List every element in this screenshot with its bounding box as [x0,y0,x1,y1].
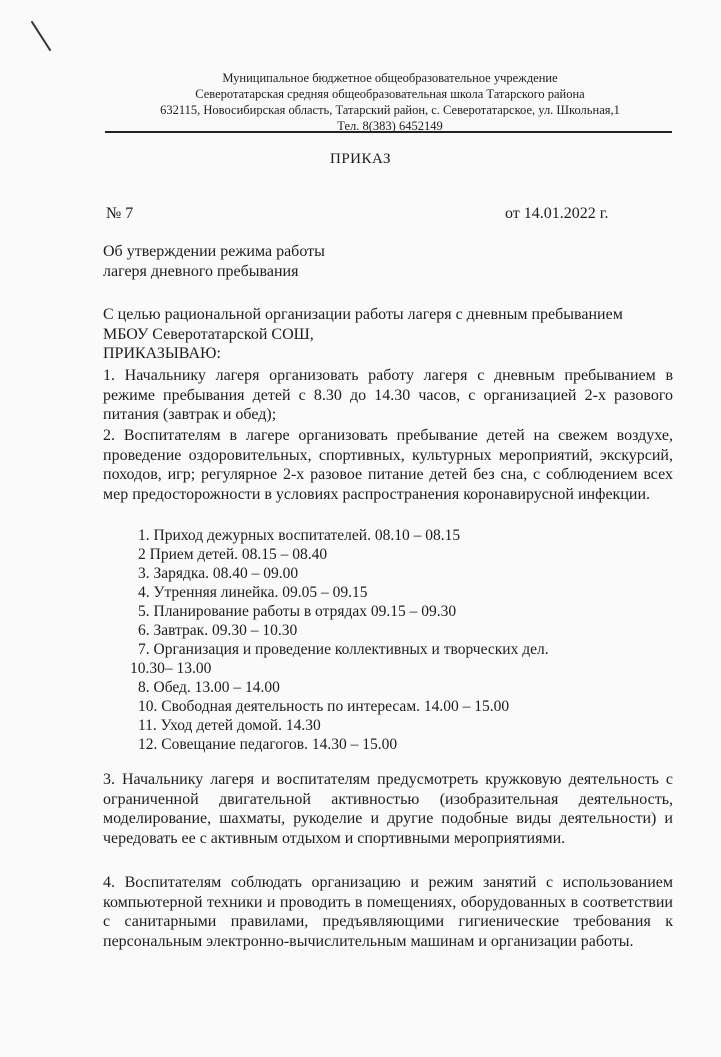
intro [103,305,673,364]
subject-line: Об утверждении режима работы [103,243,325,260]
paragraph-4: 4. Воспитателям соблюдать организацию и режим занятий с использованием компьютерной техники и проводить в помещениях, оборудованных в соответствии с санитарными правилами, предъявляющими гигиенические требования к персональным электронно-вычислительным машинам и организации работы. [103,874,673,950]
schedule-item: 8. Обед. 13.00 – 14.00 [138,679,280,696]
intro-line: С целью рациональной организации работы лагеря с дневным пребыванием [103,306,623,323]
org-phone: Тел. 8(383) 6452149 [337,119,443,133]
org-address: 632115, Новосибирская область, Татарский район, с. Северотатарское, ул. Школьная,1 [160,103,620,117]
schedule-item: 3. Зарядка. 08.40 – 09.00 [138,565,299,582]
intro-line: МБОУ Северотатарской СОШ, [103,325,314,343]
subject-line: лагеря дневного пребывания [103,263,299,280]
order-date: от 14.01.2022 г. [505,205,609,222]
schedule-item: 2 Прием детей. 08.15 – 08.40 [138,546,328,563]
daily-schedule [130,526,678,754]
schedule-item: 1. Приход дежурных воспитателей. 08.10 – 08.15 [138,527,461,544]
paragraph-1: 1. Начальнику лагеря организовать работу лагеря с дневным пребыванием в режиме пребывания детей с 8.30 до 14.30 часов, с организацией 2-х разового питания (завтрак и обед); [103,367,673,424]
org-name: Муниципальное бюджетное общеобразовательное учреждение [222,71,558,85]
header-divider [105,131,672,133]
schedule-item: 11. Уход детей домой. 14.30 [138,717,321,734]
schedule-item: 12. Совещание педагогов. 14.30 – 15.00 [138,736,398,753]
intro-line: ПРИКАЗЫВАЮ: [103,345,221,363]
paragraph-3: 3. Начальнику лагеря и воспитателям предусмотреть кружковую деятельность с ограниченной двигательной активностью (изобразительная деятельность, моделирование, шахматы, рукоделие и другие подобные виды деятельности) и чередовать ее с активным отдыхом и спортивными мероприятиями. [103,771,673,847]
paragraph-2: 2. Воспитателям в лагере организовать пребывание детей на свежем воздухе, проведение оздоровительных, спортивных, культурных мероприятий, экскурсий, походов, игр; регулярное 2-х разовое питание детей без сна, с соблюдением всех мер предосторожности в условиях распространения коронавирусной инфекции. [103,427,673,503]
order-subject [103,242,325,282]
schedule-item: 4. Утренняя линейка. 09.05 – 09.15 [138,584,368,601]
school-name: Северотатарская средняя общеобразовательная школа Татарского района [195,87,585,101]
document-title: ПРИКАЗ [330,151,391,167]
schedule-item: 10. Свободная деятельность по интересам. 14.00 – 15.00 [138,698,510,715]
schedule-item: 7. Организация и проведение коллективных и творческих дел. [138,641,549,658]
order-number: № 7 [106,205,134,222]
pen-stroke-mark [30,20,52,52]
schedule-item: 6. Завтрак. 09.30 – 10.30 [138,622,298,639]
schedule-item: 10.30– 13.00 [130,660,212,677]
schedule-item: 5. Планирование работы в отрядах 09.15 – 09.30 [138,603,457,620]
